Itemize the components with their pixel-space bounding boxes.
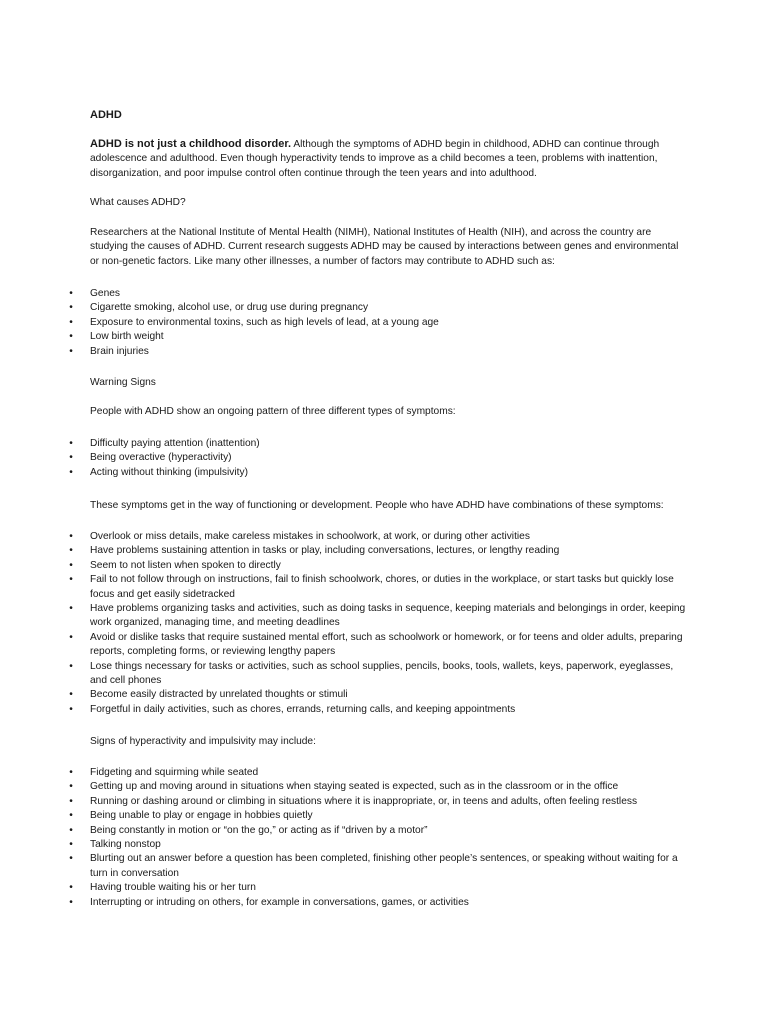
list-item <box>0 573 700 602</box>
causes-list <box>0 287 700 359</box>
intro-text: Although the symptoms of ADHD begin in childhood, ADHD can continue through adolescence and adulthood. Even though hyperactivity tends to improve as a child becomes a teen, problems with inattention, disorganization, and poor impulse control often continue through the teen years and into adulthood. <box>90 139 660 179</box>
list-item-text: Difficulty paying attention (inattention) <box>90 438 260 449</box>
bullet-icon: • <box>69 795 73 807</box>
list-item <box>0 881 700 895</box>
list-item <box>0 631 700 660</box>
bullet-icon: • <box>69 896 73 908</box>
list-item <box>0 809 700 823</box>
list-item-text: Running or dashing around or climbing in situations where it is inappropriate, or, in teens and adults, often feeling restless <box>90 795 638 807</box>
list-item <box>0 824 700 838</box>
list-item-text: Have problems sustaining attention in tasks or play, including conversations, lectures, or lengthy reading <box>90 545 560 557</box>
symptoms-paragraph: These symptoms get in the way of functioning or development. People who have ADHD have combinations of these symptoms: <box>90 500 664 511</box>
list-item-text: Blurting out an answer before a question has been completed, finishing other people’s sentences, or speaking without waiting for a turn in conversation <box>90 853 678 879</box>
bullet-icon: • <box>69 603 73 615</box>
list-item-text: Exposure to environmental toxins, such as high levels of lead, at a young age <box>90 316 439 328</box>
bullet-icon: • <box>69 288 73 299</box>
list-item-text: Fail to not follow through on instructions, fail to finish schoolwork, chores, or duties in the workplace, or start tasks but quickly lose focus and get easily sidetracked <box>90 574 674 600</box>
list-item-text: Talking nonstop <box>90 839 161 851</box>
list-item <box>0 896 700 910</box>
causes-paragraph: Researchers at the National Institute of Mental Health (NIMH), National Institutes of Health (NIH), and across the country are studying the causes of ADHD. Current research suggests ADHD may be caused by interactions between genes and environmental or non-genetic factors. Like many other illnesses, a number of factors may contribute to ADHD such as: <box>90 227 679 267</box>
bullet-icon: • <box>69 559 73 571</box>
list-item <box>0 330 700 344</box>
list-item <box>0 660 700 689</box>
list-item <box>0 559 700 573</box>
list-item-text: Acting without thinking (impulsivity) <box>90 466 248 478</box>
list-item-text: Become easily distracted by unrelated thoughts or stimuli <box>90 689 348 701</box>
list-item-text: Low birth weight <box>90 331 164 343</box>
list-item <box>0 530 700 544</box>
list-item-text: Interrupting or intruding on others, for example in conversations, games, or activities <box>90 896 469 908</box>
list-item-text: Have problems organizing tasks and activities, such as doing tasks in sequence, keeping materials and belongings in order, keeping work organized, managing time, and meeting deadlines <box>90 603 686 629</box>
list-item-text: Genes <box>90 288 121 299</box>
bullet-icon: • <box>69 531 73 542</box>
bullet-icon: • <box>69 853 73 865</box>
bullet-icon: • <box>69 631 73 643</box>
list-item-text: Having trouble waiting his or her turn <box>90 882 256 894</box>
bullet-icon: • <box>69 574 73 586</box>
hyperactivity-heading: Signs of hyperactivity and impulsivity may include: <box>90 736 316 747</box>
bullet-icon: • <box>69 331 73 343</box>
list-item <box>0 287 700 301</box>
list-item <box>0 703 700 717</box>
bullet-icon: • <box>69 452 73 464</box>
hyperactivity-list <box>0 766 700 910</box>
list-item-text: Lose things necessary for tasks or activities, such as school supplies, pencils, books, tools, wallets, keys, paperwork, eyeglasses, and cell phones <box>90 660 674 687</box>
list-item <box>0 437 700 451</box>
intro-lead: ADHD is not just a childhood disorder. <box>90 138 292 150</box>
list-item-text: Forgetful in daily activities, such as chores, errands, returning calls, and keeping appointments <box>90 703 516 715</box>
symptoms-list <box>0 530 700 717</box>
intro-paragraph <box>90 137 682 181</box>
list-item-text: Being overactive (hyperactivity) <box>90 452 232 464</box>
list-item-text: Overlook or miss details, make careless mistakes in schoolwork, at work, or during other activities <box>90 531 530 542</box>
list-item-text: Fidgeting and squirming while seated <box>90 767 259 778</box>
warning-paragraph: People with ADHD show an ongoing pattern of three different types of symptoms: <box>90 406 456 417</box>
bullet-icon: • <box>69 660 73 672</box>
list-item <box>0 316 700 330</box>
bullet-icon: • <box>69 345 73 357</box>
bullet-icon: • <box>69 882 73 894</box>
bullet-icon: • <box>69 810 73 822</box>
document-title: ADHD <box>90 109 122 121</box>
list-item-text: Brain injuries <box>90 345 149 357</box>
list-item <box>0 838 700 852</box>
list-item <box>0 451 700 465</box>
list-item <box>0 688 700 702</box>
bullet-icon: • <box>69 689 73 701</box>
bullet-icon: • <box>69 466 73 478</box>
list-item <box>0 852 700 881</box>
warning-heading: Warning Signs <box>90 377 156 388</box>
list-item-text: Cigarette smoking, alcohol use, or drug use during pregnancy <box>90 302 369 314</box>
bullet-icon: • <box>69 545 73 557</box>
warning-list <box>0 437 700 480</box>
causes-heading: What causes ADHD? <box>90 197 186 208</box>
bullet-icon: • <box>69 316 73 328</box>
bullet-icon: • <box>69 703 73 715</box>
list-item-text: Being unable to play or engage in hobbies quietly <box>90 810 313 822</box>
list-item <box>0 795 700 809</box>
list-item-text: Seem to not listen when spoken to directly <box>90 559 281 571</box>
bullet-icon: • <box>69 839 73 851</box>
list-item <box>0 301 700 315</box>
list-item <box>0 780 700 794</box>
list-item <box>0 766 700 780</box>
list-item <box>0 345 700 359</box>
bullet-icon: • <box>69 781 73 793</box>
list-item-text: Being constantly in motion or “on the go,” or acting as if “driven by a motor” <box>90 824 428 836</box>
list-item-text: Avoid or dislike tasks that require sustained mental effort, such as schoolwork or homework, or for teens and older adults, preparing reports, completing forms, or reviewing lengthy papers <box>90 631 683 658</box>
bullet-icon: • <box>69 824 73 836</box>
list-item <box>0 602 700 631</box>
bullet-icon: • <box>69 767 73 778</box>
list-item <box>0 466 700 480</box>
bullet-icon: • <box>69 302 73 314</box>
list-item-text: Getting up and moving around in situations when staying seated is expected, such as in the classroom or in the office <box>90 781 619 793</box>
list-item <box>0 544 700 558</box>
bullet-icon: • <box>69 438 73 449</box>
